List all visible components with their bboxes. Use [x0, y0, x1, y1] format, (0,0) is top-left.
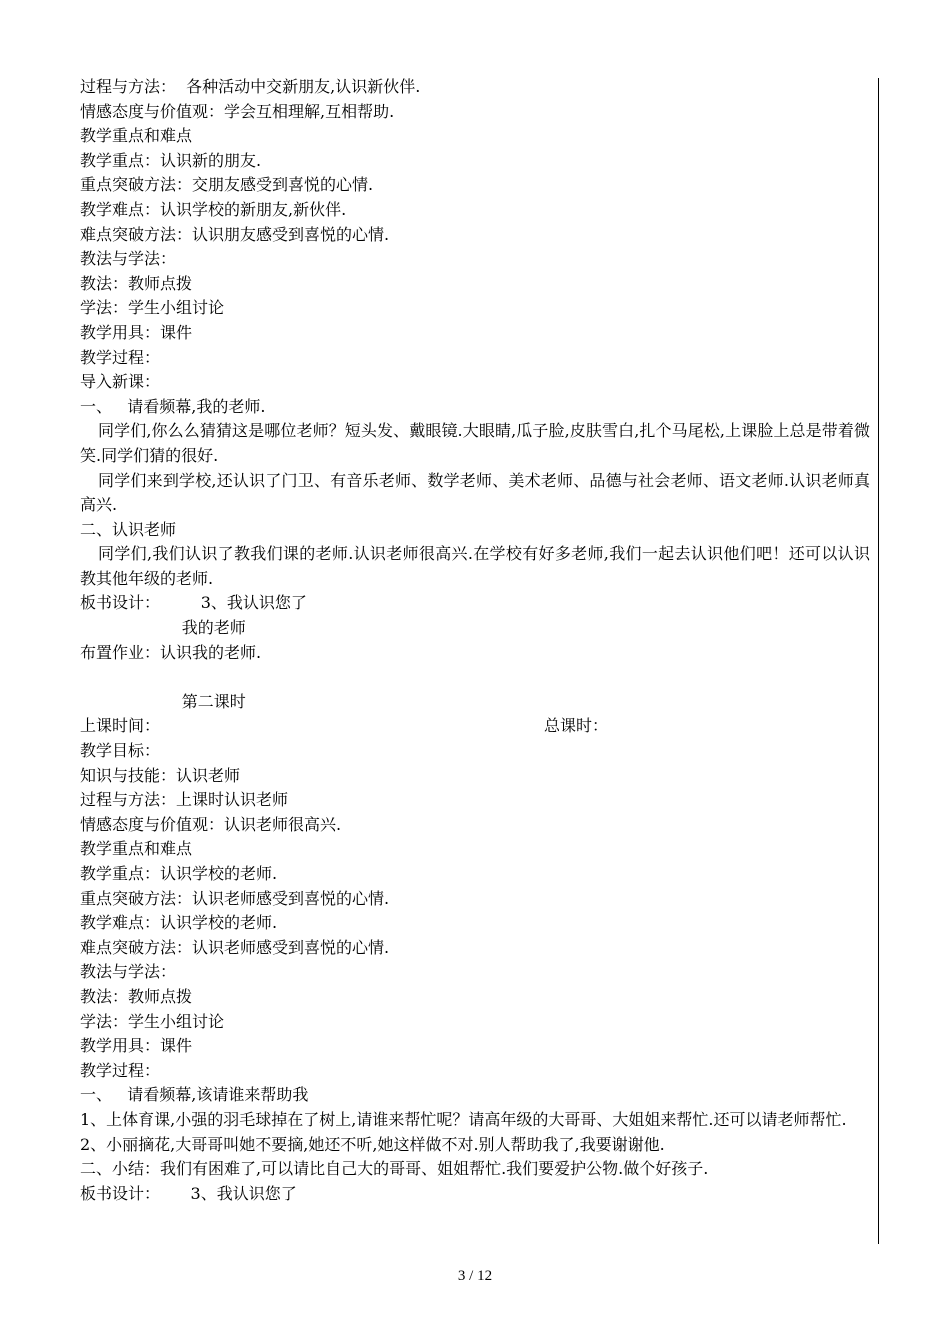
summary: 二、小结：我们有困难了,可以请比自己大的哥哥、姐姐帮忙.我们要爱护公物.做个好孩子. — [80, 1159, 709, 1179]
document-body — [80, 75, 870, 1206]
text-line: 教学重点和难点 — [80, 126, 193, 146]
page-number: 3 / 12 — [457, 1268, 493, 1284]
homework: 布置作业：认识我的老师. — [80, 642, 262, 662]
text-line: 教学难点：认识学校的老师. — [80, 913, 278, 933]
text-line: 情感态度与价值观：学会互相理解,互相帮助. — [80, 101, 395, 121]
text-line: 教学重点和难点 — [80, 839, 193, 859]
paragraph: 同学们,你么么猜猜这是哪位老师？短头发、戴眼镜.大眼睛,瓜子脸,皮肤雪白,扎个马尾松,上课脸上总是带着微笑.同学们猜的很好. — [80, 421, 870, 465]
lesson-title: 第二课时 — [80, 691, 246, 711]
text-line: 一、 请看频幕,该请谁来帮助我 — [80, 1085, 309, 1105]
text-line: 教学重点：认识新的朋友. — [80, 150, 262, 170]
text-line: 学法：学生小组讨论 — [80, 1011, 225, 1031]
text-line: 教法：教师点拨 — [80, 273, 193, 293]
text-line: 过程与方法： 各种活动中交新朋友,认识新伙伴. — [80, 77, 421, 96]
text-line: 重点突破方法：认识老师感受到喜悦的心情. — [80, 888, 390, 908]
text-line: 难点突破方法：认识朋友感受到喜悦的心情. — [80, 224, 390, 244]
paragraph: 同学们来到学校,还认识了门卫、有音乐老师、数学老师、美术老师、品德与社会老师、语文老师.认识老师真高兴. — [80, 470, 870, 515]
text-line: 难点突破方法：认识老师感受到喜悦的心情. — [80, 937, 390, 957]
text-line: 教学过程： — [80, 347, 161, 367]
total-time-label: 总课时： — [543, 716, 608, 736]
section-heading: 二、认识老师 — [80, 519, 177, 539]
text-line: 教法与学法： — [80, 962, 177, 982]
board-design: 板书设计： 3、我认识您了 — [80, 1183, 297, 1203]
class-time-label: 上课时间： — [80, 716, 161, 736]
text-line: 教学重点：认识学校的老师. — [80, 864, 278, 883]
text-line: 教法：教师点拨 — [80, 986, 193, 1006]
text-line: 一、 请看频幕,我的老师. — [80, 396, 266, 416]
text-line: 教学过程： — [80, 1060, 161, 1080]
text-line: 教学用具：课件 — [80, 1036, 193, 1056]
right-margin-rule — [878, 78, 879, 1244]
blank-line — [80, 665, 870, 690]
paragraph: 同学们,我们认识了教我们课的老师.认识老师很高兴.在学校有好多老师,我们一起去认识他们吧！还可以认识教其他年级的老师. — [80, 544, 870, 588]
text-line: 教学难点：认识学校的新朋友,新伙伴. — [80, 199, 347, 219]
text-line: 导入新课： — [80, 372, 161, 392]
text-line: 过程与方法：上课时认识老师 — [80, 790, 289, 810]
text-line: 重点突破方法：交朋友感受到喜悦的心情. — [80, 175, 374, 195]
text-line: 知识与技能：认识老师 — [80, 765, 241, 785]
text-line: 学法：学生小组讨论 — [80, 298, 225, 318]
text-line: 教学目标： — [80, 741, 161, 761]
list-item: 2、小丽摘花,大哥哥叫她不要摘,她还不听,她这样做不对.别人帮助我了,我要谢谢他. — [80, 1134, 665, 1154]
text-line: 教学用具：课件 — [80, 322, 193, 342]
class-time-row — [80, 714, 870, 739]
board-design: 板书设计： 3、我认识您了 — [80, 593, 307, 613]
list-item: 1、上体育课,小强的羽毛球掉在了树上,请谁来帮忙呢？请高年级的大哥哥、大姐姐来帮忙.还可以请老师帮忙. — [80, 1109, 847, 1129]
board-design-subtitle: 我的老师 — [80, 618, 246, 638]
text-line: 情感态度与价值观：认识老师很高兴. — [80, 814, 342, 834]
text-line: 教法与学法： — [80, 249, 177, 269]
